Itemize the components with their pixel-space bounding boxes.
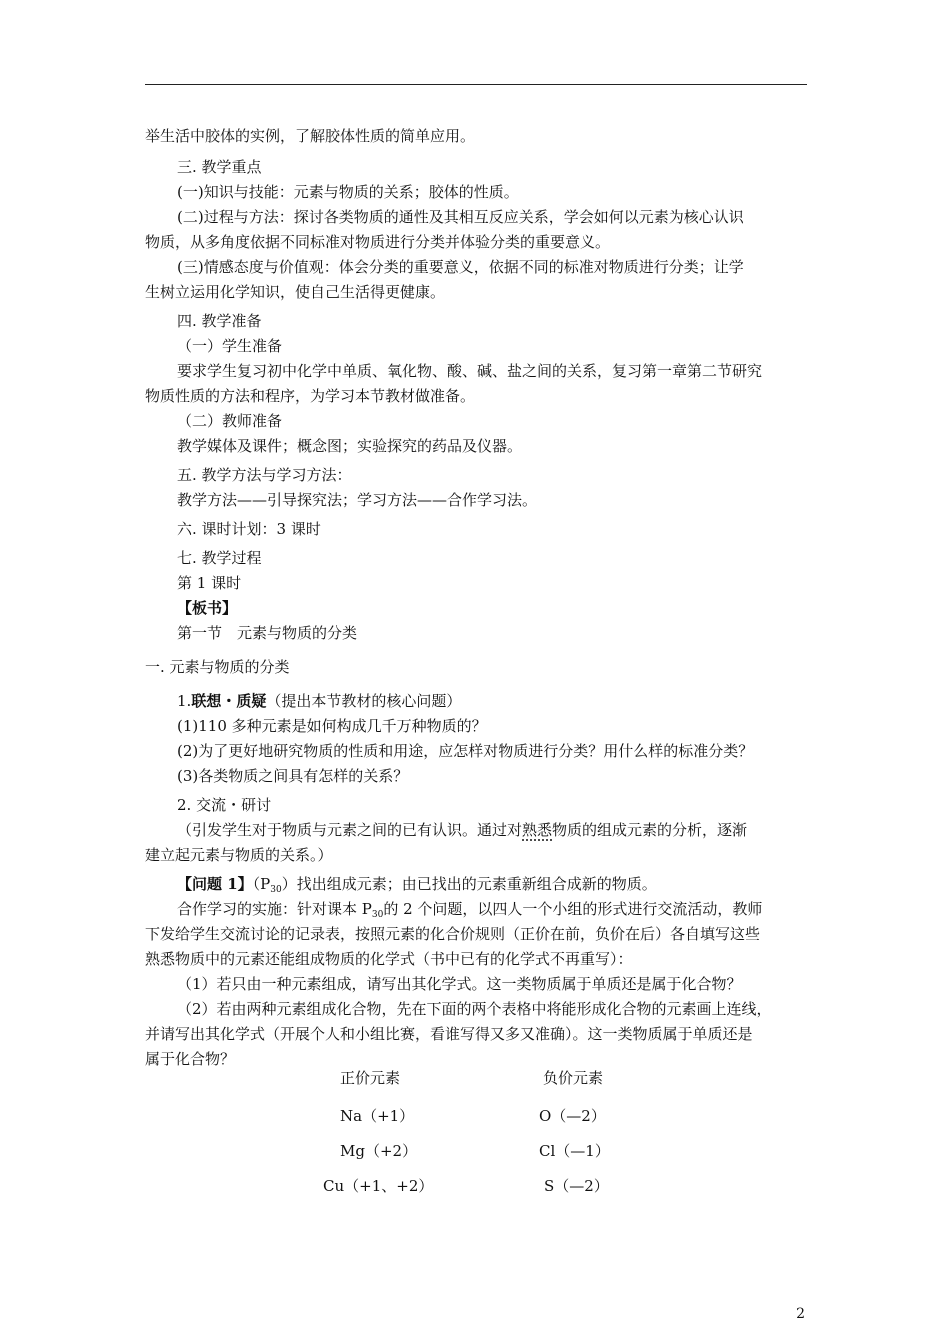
table-cell-positive: Cu（+1、+2） [323,1177,434,1195]
section-heading: 六. 课时计划：3 课时 [177,520,321,538]
table-header-positive: 正价元素 [340,1069,401,1087]
text-line: 生树立运用化学知识，使自己生活得更健康。 [145,283,446,301]
text-segment: 物质的组成元素的分析，逐渐 [552,821,748,839]
text-segment: （引发学生对于物质与元素之间的已有认识。通过对 [177,821,523,839]
heading-note: （提出本节教材的核心问题） [266,692,462,710]
text-segment: （P [252,875,271,893]
text-line: 举生活中胶体的实例，了解胶体性质的简单应用。 [145,127,476,145]
text-line: (一)知识与技能：元素与物质的关系；胶体的性质。 [177,183,519,201]
text-line: 物质性质的方法和程序，为学习本节教材做准备。 [145,387,476,405]
text-line [177,874,657,900]
lesson-title: 第一节 元素与物质的分类 [177,624,358,642]
table-cell-negative: S（—2） [544,1177,609,1195]
text-line: 并请写出其化学式（开展个人和小组比赛，看谁写得又多又准确）。这一类物质属于单质还是 [145,1025,753,1043]
text-line [177,899,762,925]
subscript: 30 [270,885,282,895]
text-line: 第 1 课时 [177,574,242,592]
table-cell-negative: Cl（—1） [539,1142,610,1160]
text-segment: ）找出组成元素；由已找出的元素重新组合成新的物质。 [281,875,657,893]
text-line: 属于化合物？ [145,1050,236,1068]
section-heading: 四. 教学准备 [177,312,262,330]
item-number: 1. [177,692,192,710]
table-header-negative: 负价元素 [543,1069,604,1087]
text-line: (三)情感态度与价值观：体会分类的重要意义，依据不同的标准对物质进行分类；让学 [177,258,744,276]
section-heading: 三. 教学重点 [177,158,262,176]
problem-label: 【问题 1】 [177,875,253,893]
text-line: 要求学生复习初中化学中单质、氧化物、酸、碱、盐之间的关系，复习第一章第二节研究 [177,362,763,380]
text-line: 物质，从多角度依据不同标准对物质进行分类并体验分类的重要意义。 [145,233,611,251]
subsection-heading: （二）教师准备 [177,412,283,430]
text-segment: 的 2 个问题，以四人一个小组的形式进行交流活动，教师 [383,900,763,918]
text-line [177,820,747,840]
text-line: (二)过程与方法：探讨各类物质的通性及其相互反应关系，学会如何以元素为核心认识 [177,208,744,226]
text-line [177,691,461,711]
table-cell-positive: Mg（+2） [340,1142,418,1160]
subscript: 30 [371,910,384,920]
header-rule [145,84,807,85]
board-label: 【板书】 [177,599,238,617]
page-number: 2 [796,1306,805,1322]
text-line: (2)为了更好地研究物质的性质和用途，应怎样对物质进行分类？用什么样的标准分类？ [177,742,754,760]
text-segment: 合作学习的实施：针对课本 P [177,900,372,918]
bold-heading: 联想・质疑 [191,692,267,710]
text-line: (1)110 多种元素是如何构成几千万种物质的？ [177,717,487,735]
text-line: (3)各类物质之间具有怎样的关系？ [177,767,409,785]
text-line: 教学方法——引导探究法；学习方法——合作学习法。 [177,491,538,509]
table-cell-negative: O（—2） [539,1107,606,1125]
text-line: （1）若只由一种元素组成，请写出其化学式。这一类物质属于单质还是属于化合物？ [177,975,742,993]
text-line: 教学媒体及课件；概念图；实验探究的药品及仪器。 [177,437,523,455]
text-line: 熟悉物质中的元素还能组成物质的化学式（书中已有的化学式不再重写）： [145,950,633,968]
subsection-heading: （一）学生准备 [177,337,283,355]
section-heading: 一. 元素与物质的分类 [145,658,290,676]
table-cell-positive: Na（+1） [340,1107,415,1125]
emphasis-text: 熟悉 [522,821,553,839]
text-line: 下发给学生交流讨论的记录表，按照元素的化合价规则（正价在前，负价在后）各自填写这些 [145,925,761,943]
text-line: 建立起元素与物质的关系。） [145,846,333,864]
section-heading: 五. 教学方法与学习方法： [177,466,352,484]
section-heading: 七. 教学过程 [177,549,262,567]
section-heading: 2. 交流・研讨 [177,796,272,814]
text-line: （2）若由两种元素组成化合物，先在下面的两个表格中将能形成化合物的元素画上连线， [177,1000,772,1018]
